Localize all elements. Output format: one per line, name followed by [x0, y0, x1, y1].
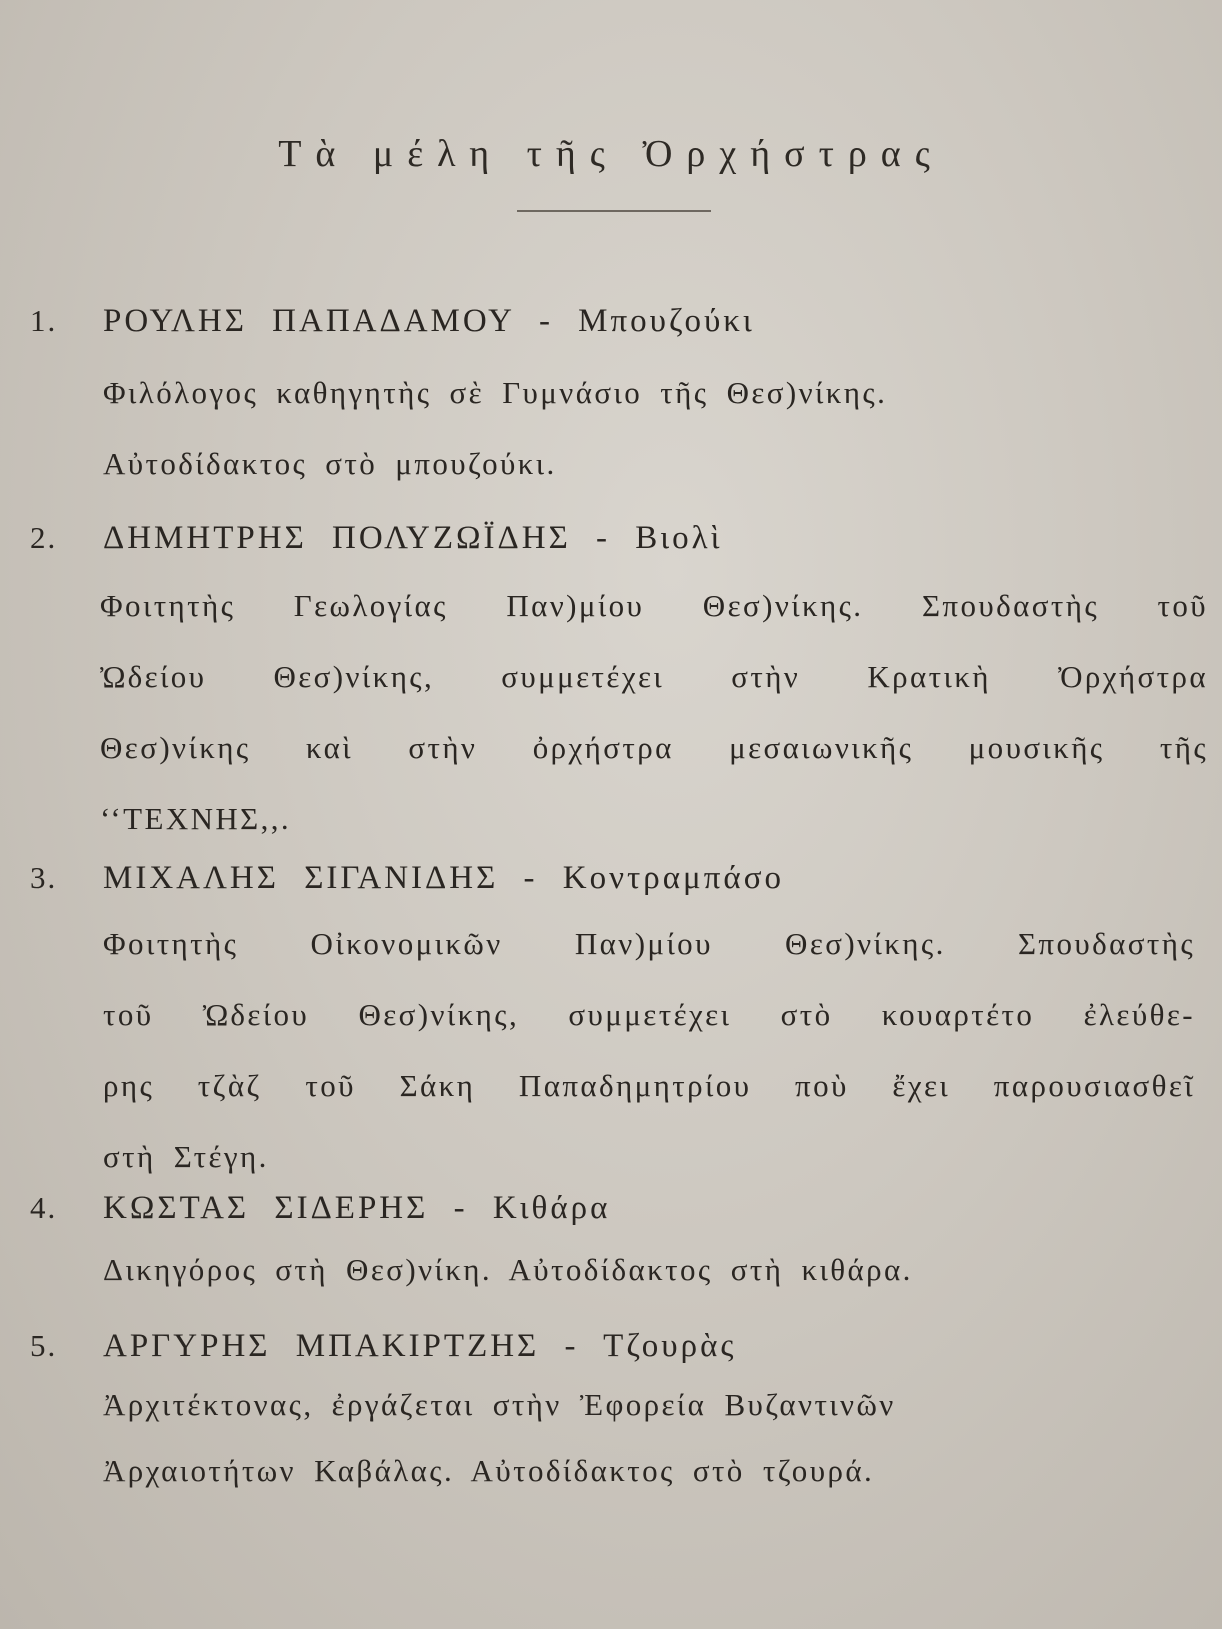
member-name-instrument: ΡΟΥΛΗΣ ΠΑΠΑΔΑΜΟΥ - Μπουζούκι — [103, 303, 755, 339]
member-entry-5 — [0, 1328, 1222, 1488]
description-line: Δικηγόρος στὴ Θεσ)νίκη. Αὐτοδίδακτος στὴ κιθάρα. — [103, 1252, 913, 1287]
member-entry-1 — [0, 303, 1222, 481]
title-underline — [517, 210, 711, 212]
description-line: Αὐτοδίδακτος στὸ μπουζούκι. — [103, 446, 557, 481]
description-line: Ἀρχαιοτήτων Καβάλας. Αὐτοδίδακτος στὸ τζουρά. — [103, 1453, 875, 1488]
member-entry-2 — [0, 520, 1222, 836]
description-line: στὴ Στέγη. — [103, 1139, 269, 1174]
member-name-instrument: ΜΙΧΑΛΗΣ ΣΙΓΑΝΙΔΗΣ - Κοντραμπάσο — [103, 860, 784, 896]
description-line: Ὠδείου Θεσ)νίκης, συμμετέχει στὴν Κρατικὴ Ὀρχήστρα — [100, 659, 1208, 694]
description-line: Θεσ)νίκης καὶ στὴν ὀρχήστρα μεσαιωνικῆς μουσικῆς τῆς — [100, 730, 1208, 765]
member-description — [103, 908, 1195, 1192]
member-entry-4 — [0, 1190, 1222, 1287]
member-description — [103, 357, 1203, 499]
member-name-instrument: ΚΩΣΤΑΣ ΣΙΔΕΡΗΣ - Κιθάρα — [103, 1190, 611, 1226]
member-heading-row — [0, 303, 1222, 363]
description-line: τοῦ Ὠδείου Θεσ)νίκης, συμμετέχει στὸ κουαρτέτο ἐλεύθε- — [103, 997, 1195, 1032]
description-line: Φιλόλογος καθηγητὴς σὲ Γυμνάσιο τῆς Θεσ)νίκης. — [103, 375, 888, 410]
member-number: 1. — [30, 303, 58, 338]
member-description — [103, 1372, 1203, 1504]
member-name-instrument: ΑΡΓΥΡΗΣ ΜΠΑΚΙΡΤΖΗΣ - Τζουρὰς — [103, 1328, 737, 1364]
description-line: ‘‘ΤΕΧΝΗΣ,,. — [100, 801, 292, 836]
document-title: Τὰ μέλη τῆς Ὀρχήστρας — [278, 133, 944, 175]
member-number: 3. — [30, 860, 58, 895]
description-line: Φοιτητὴς Οἰκονομικῶν Παν)μίου Θεσ)νίκης. Σπουδαστὴς — [103, 926, 1195, 961]
member-description — [100, 570, 1208, 854]
member-description — [103, 1234, 1203, 1305]
member-name-instrument: ΔΗΜΗΤΡΗΣ ΠΟΛΥΖΩΪΔΗΣ - Βιολὶ — [103, 520, 723, 556]
member-number: 2. — [30, 520, 58, 555]
member-number: 5. — [30, 1328, 58, 1363]
member-entry-3 — [0, 860, 1222, 1174]
description-line: Ἀρχιτέκτονας, ἐργάζεται στὴν Ἐφορεία Βυζαντινῶν — [103, 1387, 896, 1422]
description-line: Φοιτητὴς Γεωλογίας Παν)μίου Θεσ)νίκης. Σπουδαστὴς τοῦ — [100, 588, 1208, 623]
description-line: ρης τζὰζ τοῦ Σάκη Παπαδημητρίου ποὺ ἔχει παρουσιασθεῖ — [103, 1068, 1195, 1103]
member-number: 4. — [30, 1190, 58, 1225]
